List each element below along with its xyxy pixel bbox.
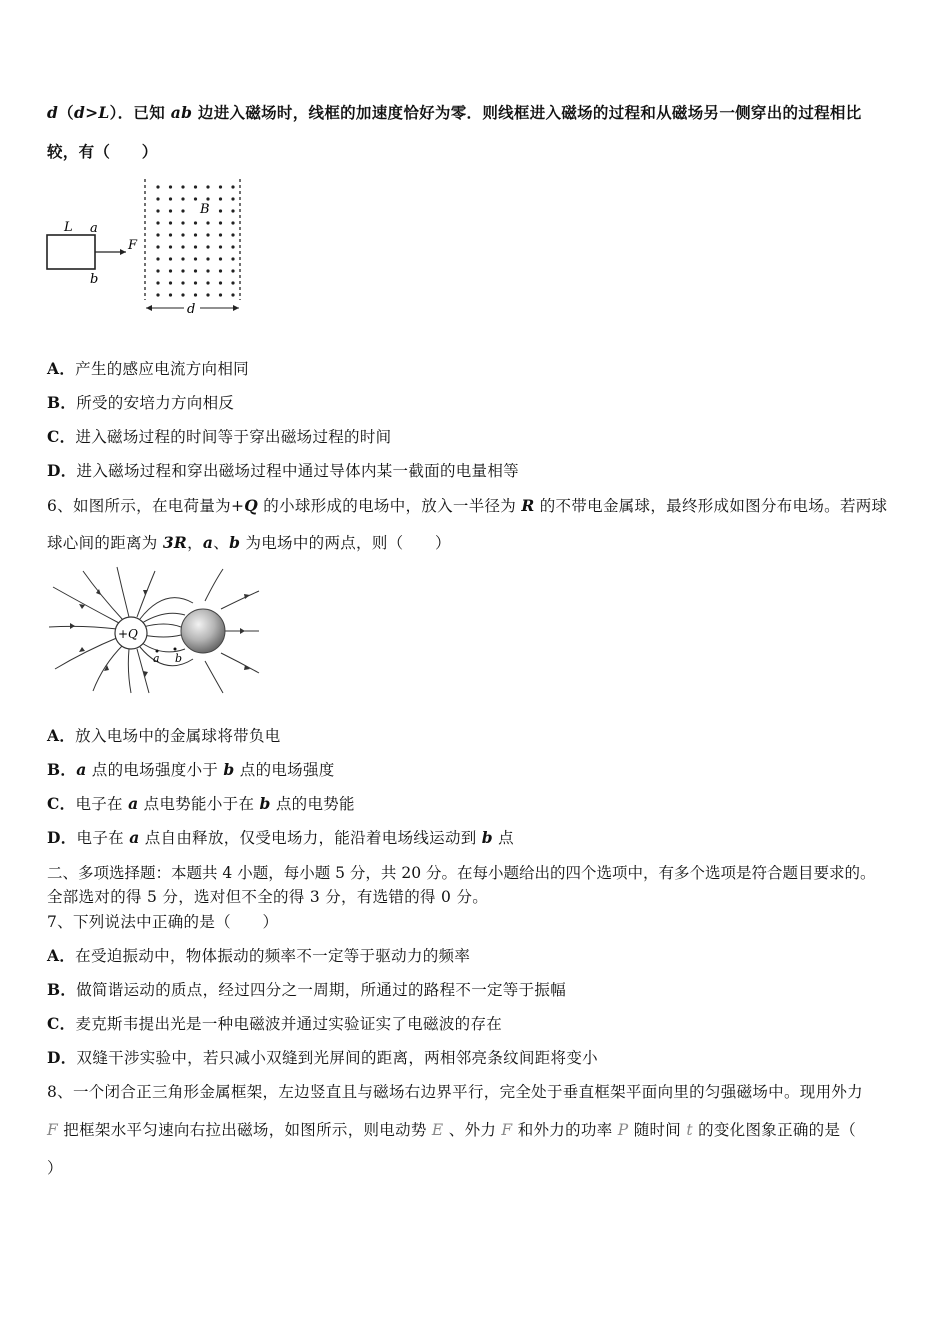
field-dot (156, 233, 159, 236)
label-a: a (90, 221, 98, 236)
field-dot (219, 245, 222, 248)
q6-option-c: C．电子在 a 点电势能小于在 b 点的电势能 (47, 794, 355, 813)
field-dot (206, 281, 209, 284)
field-dot (219, 257, 222, 260)
field-dot (219, 185, 222, 188)
field-dot (206, 233, 209, 236)
field-dot (169, 281, 172, 284)
field-dot (231, 209, 234, 212)
field-dot (181, 185, 184, 188)
force-arrowhead (120, 249, 126, 255)
q7-option-d: D．双缝干涉实验中，若只减小双缝到光屏间的距离，两相邻亮条纹间距将变小 (47, 1048, 598, 1067)
field-lines (49, 567, 259, 693)
field-dot (169, 269, 172, 272)
q6-option-a: A．放入电场中的金属球将带负电 (47, 726, 281, 745)
field-dot (156, 281, 159, 284)
q7-stem: 7、下列说法中正确的是（ ） (47, 913, 279, 931)
field-dot (156, 185, 159, 188)
q8-stem-line3: ） (47, 1159, 63, 1177)
field-dot (194, 185, 197, 188)
q6-option-d: D．电子在 a 点自由释放，仅受电场力，能沿着电场线运动到 b 点 (47, 828, 514, 847)
label-L: L (64, 220, 73, 235)
field-dot (156, 209, 159, 212)
q6-stem-line1: 6、如图所示，在电荷量为+Q 的小球形成的电场中，放入一半径为 R 的不带电金属球，最终形成如图分布电场。若两球 (47, 496, 888, 515)
field-dot (156, 293, 159, 296)
field-dot (206, 197, 209, 200)
field-dot (231, 245, 234, 248)
q8-stem-line1: 8、一个闭合正三角形金属框架，左边竖直且与磁场右边界平行，完全处于垂直框架平面向里的匀强磁场中。现用外力 (47, 1083, 863, 1101)
condition-d-gt-L: d>L (73, 103, 110, 122)
field-dot (219, 269, 222, 272)
field-dot (194, 197, 197, 200)
field-dot (181, 221, 184, 224)
field-dot (181, 269, 184, 272)
q5-option-d: D．进入磁场过程和穿出磁场过程中通过导体内某一截面的电量相等 (47, 461, 519, 480)
section2-line2: 全部选对的得 5 分，选对但不全的得 3 分，有选错的得 0 分。 (47, 888, 489, 906)
label-plus-Q: +Q (118, 627, 138, 641)
field-dot (194, 269, 197, 272)
field-dot (169, 197, 172, 200)
q5-figure-loop-field (40, 175, 255, 320)
q7-option-b: B．做简谐运动的质点，经过四分之一周期，所通过的路程不一定等于振幅 (47, 980, 567, 999)
field-dots (156, 185, 234, 296)
var-d: d (47, 103, 59, 122)
field-dot (219, 221, 222, 224)
field-dot (181, 209, 184, 212)
field-dot (206, 257, 209, 260)
q6-figure-electric-field (45, 565, 265, 695)
field-dot (169, 185, 172, 188)
field-dot (231, 293, 234, 296)
field-dot (181, 281, 184, 284)
label-a: a (153, 652, 160, 665)
field-dot (181, 197, 184, 200)
field-dot (219, 209, 222, 212)
field-dot (156, 197, 159, 200)
field-dot (231, 197, 234, 200)
label-F: F (128, 238, 138, 253)
field-dot (169, 293, 172, 296)
dimension-arrow-left (146, 305, 152, 311)
field-dot (219, 293, 222, 296)
q5-option-c: C．进入磁场过程的时间等于穿出磁场过程的时间 (47, 427, 392, 446)
field-dot (156, 245, 159, 248)
field-dot (156, 269, 159, 272)
field-dot (206, 221, 209, 224)
field-dot (231, 257, 234, 260)
field-dot (219, 281, 222, 284)
q5-stem-line2: 较，有（ ） (47, 142, 158, 161)
point-b-dot (174, 648, 177, 651)
field-dot (206, 245, 209, 248)
q6-option-b: B．a 点的电场强度小于 b 点的电场强度 (47, 760, 335, 779)
section2-line1: 二、多项选择题：本题共 4 小题，每小题 5 分，共 20 分。在每小题给出的四个选项中，有多个选项是符合题目要求的。 (47, 864, 876, 882)
label-B: B (200, 202, 210, 217)
field-dot (181, 257, 184, 260)
q5-option-a: A．产生的感应电流方向相同 (47, 359, 249, 378)
q7-option-c: C．麦克斯韦提出光是一种电磁波并通过实验证实了电磁波的存在 (47, 1014, 503, 1033)
field-dot (194, 245, 197, 248)
dimension-arrow-right (233, 305, 239, 311)
field-dot (231, 185, 234, 188)
q5-stem-line1: d（d>L）．已知 ab 边进入磁场时，线框的加速度恰好为零．则线框进入磁场的过程和从磁场另一侧穿出的过程相比 (47, 103, 862, 122)
field-dot (231, 221, 234, 224)
var-ab: ab (170, 103, 193, 122)
field-dot (231, 269, 234, 272)
q6-stem-line2: 球心间的距离为 3R，a、b 为电场中的两点，则（ ） (47, 533, 451, 552)
field-dot (169, 245, 172, 248)
label-d: d (187, 302, 196, 317)
field-dot (206, 269, 209, 272)
field-dot (181, 233, 184, 236)
field-dot (169, 221, 172, 224)
metal-sphere (181, 609, 225, 653)
label-b: b (175, 652, 183, 665)
field-dot (181, 293, 184, 296)
field-dot (194, 257, 197, 260)
field-dot (194, 233, 197, 236)
label-b: b (90, 272, 99, 287)
field-dot (219, 197, 222, 200)
q7-option-a: A．在受迫振动中，物体振动的频率不一定等于驱动力的频率 (47, 946, 471, 965)
field-dot (181, 245, 184, 248)
field-dot (169, 209, 172, 212)
field-dot (206, 293, 209, 296)
field-dot (219, 233, 222, 236)
field-dot (194, 293, 197, 296)
q8-stem-line2: F 把框架水平匀速向右拉出磁场，如图所示，则电动势 E 、外力 F 和外力的功率 P 随时间 t 的变化图象正确的是（ (47, 1121, 857, 1139)
field-dot (156, 221, 159, 224)
field-dot (194, 221, 197, 224)
field-dot (231, 281, 234, 284)
wire-loop (47, 235, 95, 269)
field-dot (169, 233, 172, 236)
field-dot (156, 257, 159, 260)
field-dot (206, 185, 209, 188)
field-dot (169, 257, 172, 260)
field-dot (231, 233, 234, 236)
q5-option-b: B．所受的安培力方向相反 (47, 393, 235, 412)
field-dot (194, 281, 197, 284)
